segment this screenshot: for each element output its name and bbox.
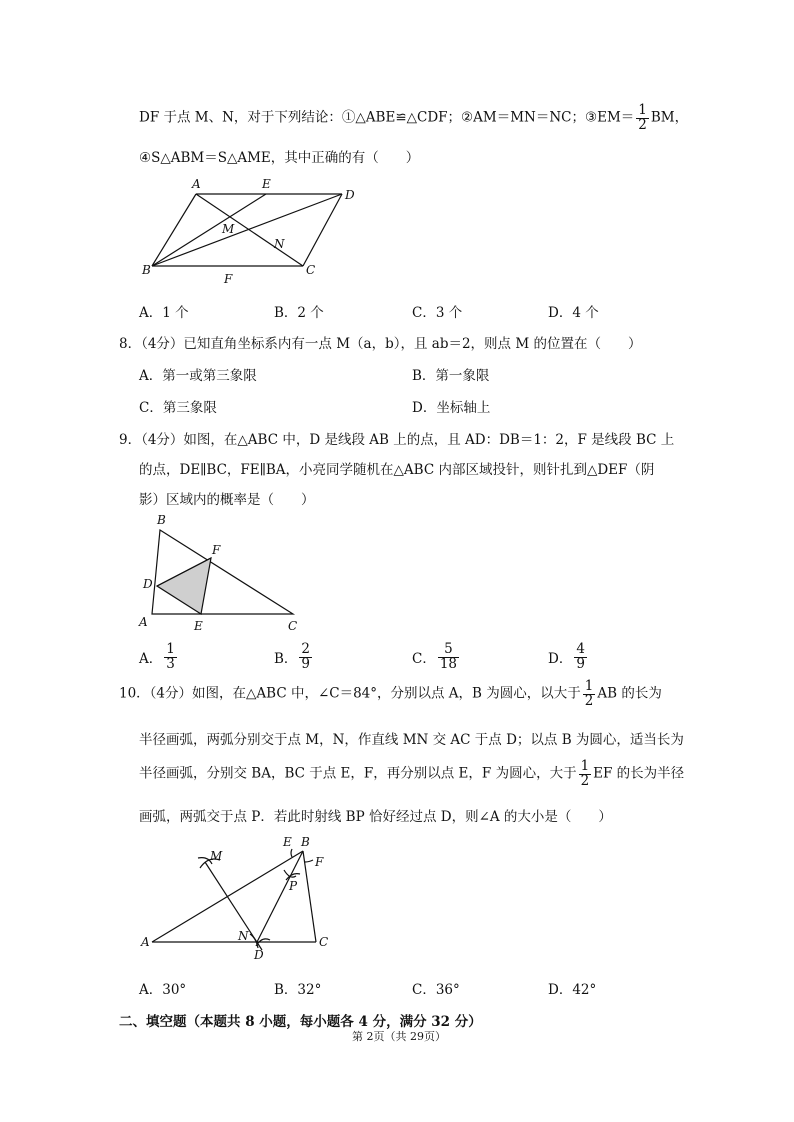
q7-option-d: D．4 个 bbox=[548, 305, 599, 321]
q7-option-a: A．1 个 bbox=[139, 305, 189, 321]
q8-option-a: A．第一或第三象限 bbox=[139, 368, 257, 384]
q10-option-b: B．32° bbox=[274, 982, 322, 998]
q9-label-f: F bbox=[212, 543, 221, 557]
q7-label-d: D bbox=[345, 188, 355, 202]
q7-label-f: F bbox=[224, 272, 233, 286]
q7-label-b: B bbox=[142, 263, 151, 277]
q7-label-n: N bbox=[274, 237, 285, 251]
q7-fraction: $\frac{1}{2}$ bbox=[638, 102, 647, 133]
q9-option-b: B． $\frac{2}{9}$ bbox=[274, 641, 311, 672]
q9-option-a: A． $\frac{1}{3}$ bbox=[139, 641, 175, 672]
q10-label-c: C bbox=[319, 935, 329, 949]
q7-option-c: C．3 个 bbox=[412, 305, 463, 321]
q10-label-f: F bbox=[315, 855, 324, 869]
q7-label-m: M bbox=[222, 222, 235, 236]
q7-label-c: C bbox=[306, 263, 316, 277]
q10-line4: 画弧，两弧交于点 P．若此时射线 BP 恰好经过点 D，则∠A 的大小是（ ） bbox=[139, 809, 612, 825]
q7-line2: ④S△ABM＝S△AME，其中正确的有（ ） bbox=[139, 150, 420, 166]
q10-label-a: A bbox=[141, 935, 150, 949]
q7-line1-post: BM， bbox=[650, 109, 689, 126]
q10-label-d: D bbox=[254, 948, 264, 962]
q8-stem: 8．（4分）已知直角坐标系内有一点 M（a，b），且 ab＝2，则点 M 的位置在（ ） bbox=[119, 336, 642, 352]
q10-label-n: N bbox=[238, 929, 249, 943]
q10-label-e: E bbox=[283, 835, 292, 849]
q10-option-a: A．30° bbox=[139, 982, 187, 998]
q10-line2: 半径画弧，两弧分别交于点 M，N，作直线 MN 交 AC 于点 D；以点 B 为圆心，适当长为 bbox=[139, 732, 684, 748]
q10-option-c: C．36° bbox=[412, 982, 460, 998]
q9-line2: 的点，DE∥BC，FE∥BA，小亮同学随机在△ABC 内部区域投针，则针扎到△DEF（阴 bbox=[139, 462, 655, 478]
q8-option-d: D．坐标轴上 bbox=[412, 400, 491, 416]
q9-option-c: C． $\frac{5}{18}$ bbox=[412, 641, 458, 672]
q9-option-d: D． $\frac{4}{9}$ bbox=[548, 641, 585, 672]
q7-line1-pre: DF 于点 M、N，对于下列结论：①△ABE≌△CDF；②AM＝MN＝NC；③EM＝ bbox=[139, 109, 635, 126]
page-footer: 第 2页（共 29页） bbox=[352, 1030, 446, 1043]
q7-label-a: A bbox=[192, 177, 201, 191]
q9-label-b: B bbox=[157, 513, 166, 527]
q10-label-m: M bbox=[210, 849, 223, 863]
q10-label-p: P bbox=[289, 879, 298, 893]
q7-label-e: E bbox=[262, 177, 271, 191]
q7-option-b: B．2 个 bbox=[274, 305, 324, 321]
q10-line3: 半径画弧，分别交 BA，BC 于点 E，F，再分别以点 E，F 为圆心，大于 $\frac{1}{2}$ EF 的长为半径 bbox=[139, 758, 685, 789]
section-heading-fill-in: 二、填空题（本题共 8 小题，每小题各 4 分，满分 32 分） bbox=[119, 1014, 482, 1030]
q9-label-c: C bbox=[288, 619, 298, 633]
q9-line1: 9．（4分）如图，在△ABC 中，D 是线段 AB 上的点，且 AD：DB＝1：2，F 是线段 BC 上 bbox=[119, 432, 675, 448]
q9-label-e: E bbox=[194, 619, 203, 633]
q8-option-c: C．第三象限 bbox=[139, 400, 217, 416]
q9-label-a: A bbox=[139, 615, 148, 629]
q10-line1: 10．（4分）如图，在△ABC 中，∠C＝84°，分别以点 A，B 为圆心，以大于 $\frac{1}{2}$ AB 的长为 bbox=[119, 678, 662, 709]
q10-label-b: B bbox=[301, 835, 310, 849]
q9-label-d: D bbox=[143, 577, 153, 591]
q8-option-b: B．第一象限 bbox=[412, 368, 490, 384]
q9-line3: 影）区域内的概率是（ ） bbox=[139, 492, 315, 508]
q10-option-d: D．42° bbox=[548, 982, 597, 998]
